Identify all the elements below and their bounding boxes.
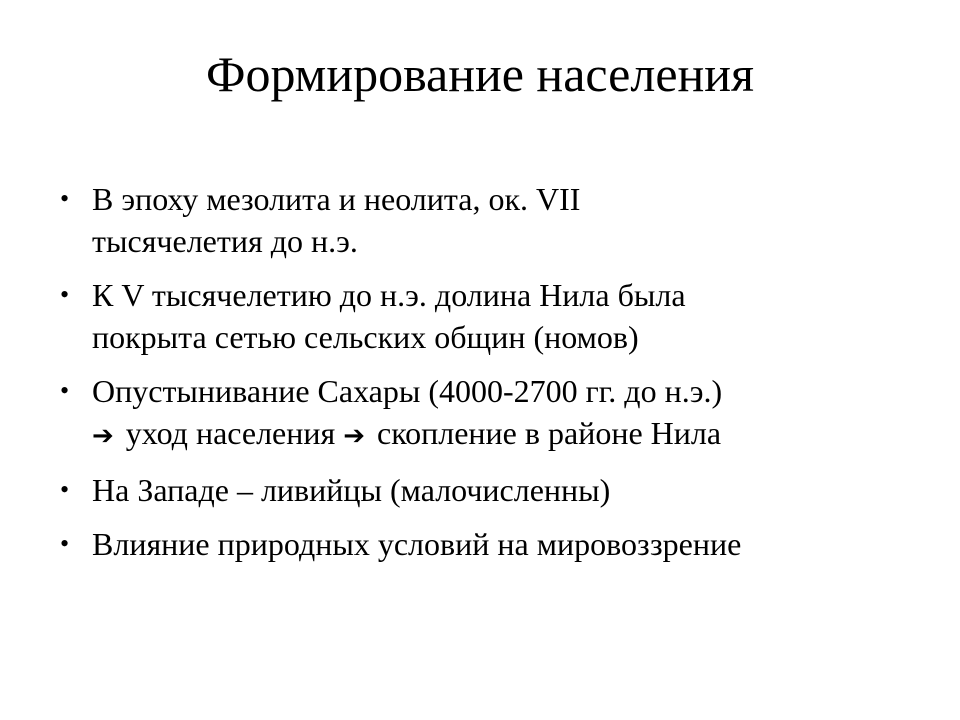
bullet-dot-icon: • — [60, 376, 70, 405]
bullet-dot-icon: • — [60, 529, 70, 558]
list-item — [60, 523, 920, 565]
arrow-right-icon: ➔ — [343, 421, 365, 451]
slide-title: Формирование населения — [205, 46, 755, 102]
bullet-text-line: тысячелетия до н.э. — [92, 223, 358, 259]
list-item — [60, 370, 920, 457]
bullet-text-line: В эпоху мезолита и неолита, ок. VII — [92, 181, 581, 217]
bullet-dot-icon: • — [60, 184, 70, 213]
bullet-text-line: На Западе – ливийцы (малочисленны) — [92, 472, 611, 508]
bullet-text-line: К V тысячелетию до н.э. долина Нила была — [92, 277, 686, 313]
bullet-text-line: Опустынивание Сахары (4000-2700 гг. до н.э.) — [92, 373, 723, 409]
list-item — [60, 178, 920, 262]
list-item — [60, 274, 920, 358]
bullet-dot-icon: • — [60, 280, 70, 309]
bullet-text-line-arrows — [92, 412, 920, 457]
bullet-segment: уход населения — [125, 415, 336, 451]
bullet-segment: скопление в районе Нила — [377, 415, 722, 451]
list-item — [60, 469, 920, 511]
bullet-dot-icon: • — [60, 475, 70, 504]
arrow-right-icon: ➔ — [92, 421, 114, 451]
bullet-list — [60, 178, 920, 577]
bullet-text-line: покрыта сетью сельских общин (номов) — [92, 319, 639, 355]
bullet-text-line: Влияние природных условий на мировоззрение — [92, 526, 742, 562]
